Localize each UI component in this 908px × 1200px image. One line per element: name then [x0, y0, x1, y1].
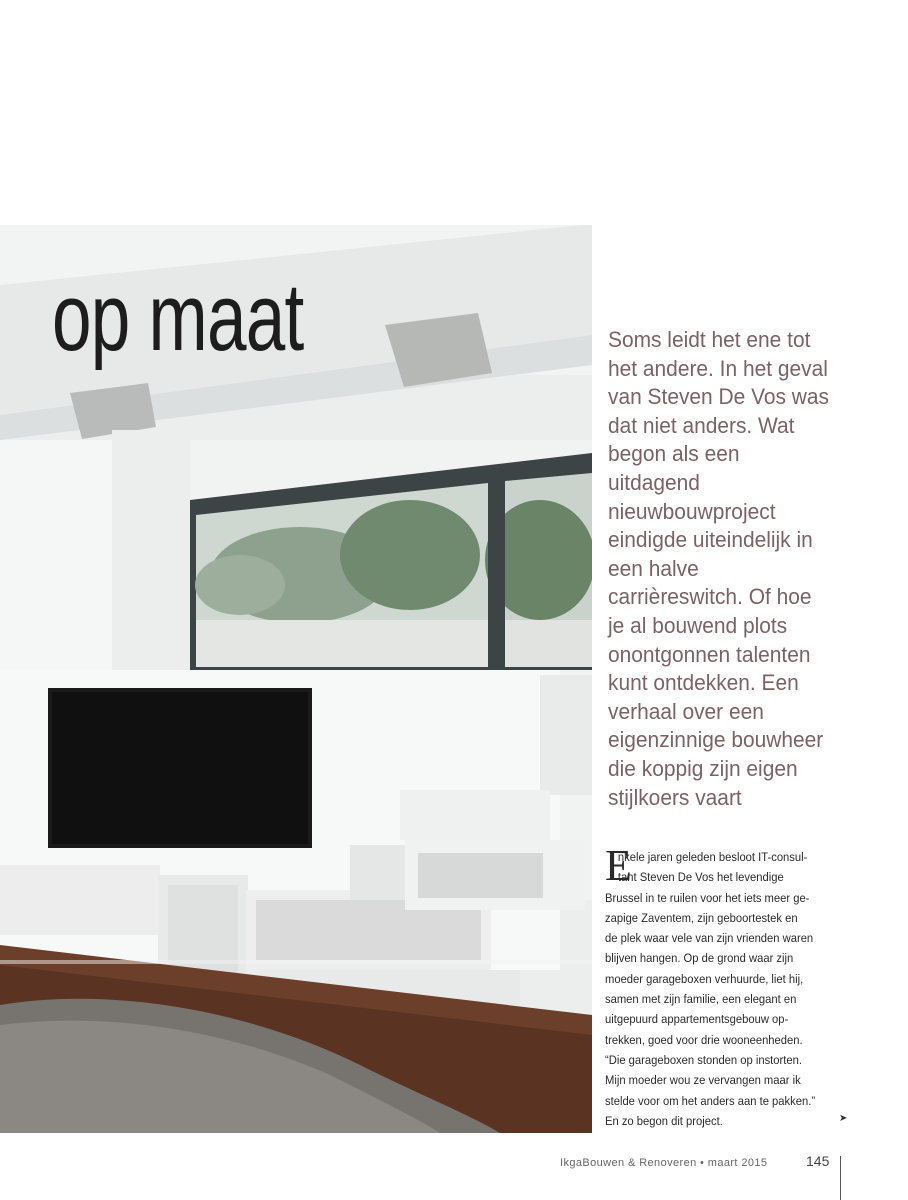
intro-line: begon als een [608, 441, 740, 467]
page-divider [840, 1156, 841, 1200]
body-paragraph [605, 847, 848, 1131]
page-number: 145 [806, 1153, 830, 1169]
intro-line: kunt ontdekken. Een [608, 670, 799, 696]
intro-line: carrièreswitch. Of hoe [608, 584, 812, 610]
body-line: moeder garageboxen verhuurde, liet hij, [605, 971, 804, 986]
intro-paragraph [608, 326, 898, 812]
intro-line: je al bouwend plots [608, 612, 788, 638]
intro-line: van Steven De Vos was [608, 384, 830, 410]
intro-line: Soms leidt het ene tot [608, 327, 811, 352]
intro-line: stijlkoers vaart [608, 784, 742, 810]
body-line: samen met zijn familie, een elegant en [605, 992, 797, 1007]
intro-line: eigenzinnige bouwheer [608, 727, 824, 753]
intro-line: eindigde uiteindelijk in [608, 527, 813, 553]
drop-cap: E [605, 841, 632, 890]
article-headline: op maat [52, 264, 304, 371]
body-line: tant Steven De Vos het levendige [617, 870, 784, 885]
body-line: trekken, goed voor drie wooneenheden. [605, 1032, 803, 1047]
intro-line: het andere. In het geval [608, 355, 828, 381]
body-line: zapige Zaventem, zijn geboortestek en [605, 910, 798, 925]
body-line: Mijn moeder wou ze vervangen maar ik [605, 1073, 801, 1088]
intro-line: dat niet anders. Wat [608, 412, 795, 438]
publication-footer: IkgaBouwen & Renoveren • maart 2015 [560, 1157, 768, 1169]
body-line: En zo begon dit project. [605, 1113, 723, 1128]
continue-arrow-icon: ➤ [839, 1113, 848, 1124]
intro-line: nieuwbouwproject [608, 498, 776, 524]
intro-line: onontgonnen talenten [608, 641, 811, 667]
intro-line: een halve [608, 555, 699, 581]
body-line: uitgepuurd appartementsgebouw op- [605, 1012, 789, 1027]
body-line: nkele jaren geleden besloot IT-consul- [617, 850, 808, 864]
body-line: “Die garageboxen stonden op instorten. [605, 1052, 802, 1067]
body-line: stelde voor om het anders aan te pakken.” [605, 1093, 816, 1108]
body-line: blijven hangen. Op de grond waar zijn [605, 951, 794, 966]
intro-line: die koppig zijn eigen [608, 755, 798, 781]
intro-line: uitdagend [608, 469, 700, 495]
body-line: Brussel in te ruilen voor het iets meer ge- [605, 890, 810, 905]
intro-line: verhaal over een [608, 698, 764, 724]
body-line: de plek waar vele van zijn vrienden waren [605, 931, 814, 946]
